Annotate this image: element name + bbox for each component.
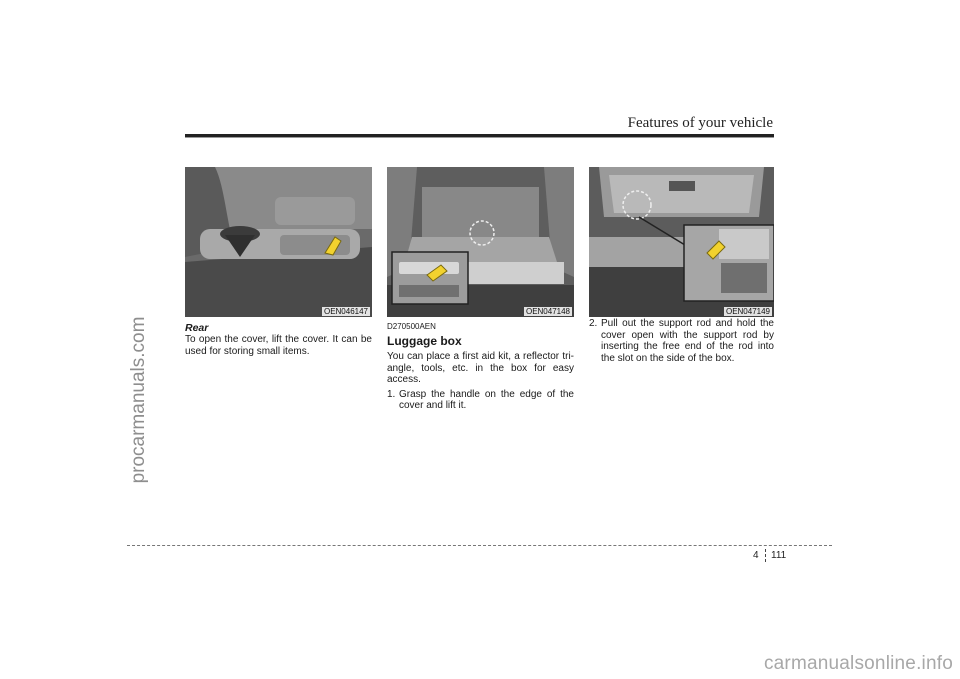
image-code: OEN046147 (323, 307, 368, 316)
subhead-rear: Rear (185, 322, 209, 334)
paragraph-intro: You can place a first aid kit, a reflector tri-angle, tools, etc. in the box for easy access. (387, 351, 574, 385)
step-item (589, 318, 774, 364)
step-number: 1. (387, 388, 396, 400)
paragraph-rear: To open the cover, lift the cover. It can be used for storing small items. (185, 334, 372, 357)
section-title: Luggage box (387, 334, 462, 348)
page-header-title: Features of your vehicle (627, 115, 773, 131)
image-code: OEN047149 (725, 307, 770, 316)
column-luggage-box (387, 318, 574, 412)
photo-support-rod (589, 167, 774, 317)
bottom-watermark: carmanualsonline.info (763, 653, 953, 674)
footer-rule (127, 545, 832, 546)
header-rule-secondary (185, 137, 774, 138)
footer-chapter-number: 4 (753, 550, 759, 561)
step-item (387, 389, 574, 412)
column-support-rod (589, 318, 774, 364)
column-rear (185, 322, 372, 357)
step-text: Grasp the handle on the edge of the cover and lift it. (399, 388, 574, 411)
step-number: 2. (589, 318, 598, 329)
footer-page-number: 111 (771, 550, 787, 561)
section-code: D270500AEN (387, 322, 436, 331)
footer-separator (765, 549, 766, 562)
image-code: OEN047148 (525, 307, 570, 316)
step-text: Pull out the support rod and hold the cover open with the support rod by inserting the free end of the rod into the slot on the side of the box. (601, 318, 774, 364)
photo-luggage-box (387, 167, 574, 317)
photo-rear-storage (185, 167, 372, 317)
side-watermark: procarmanuals.com (128, 316, 149, 484)
